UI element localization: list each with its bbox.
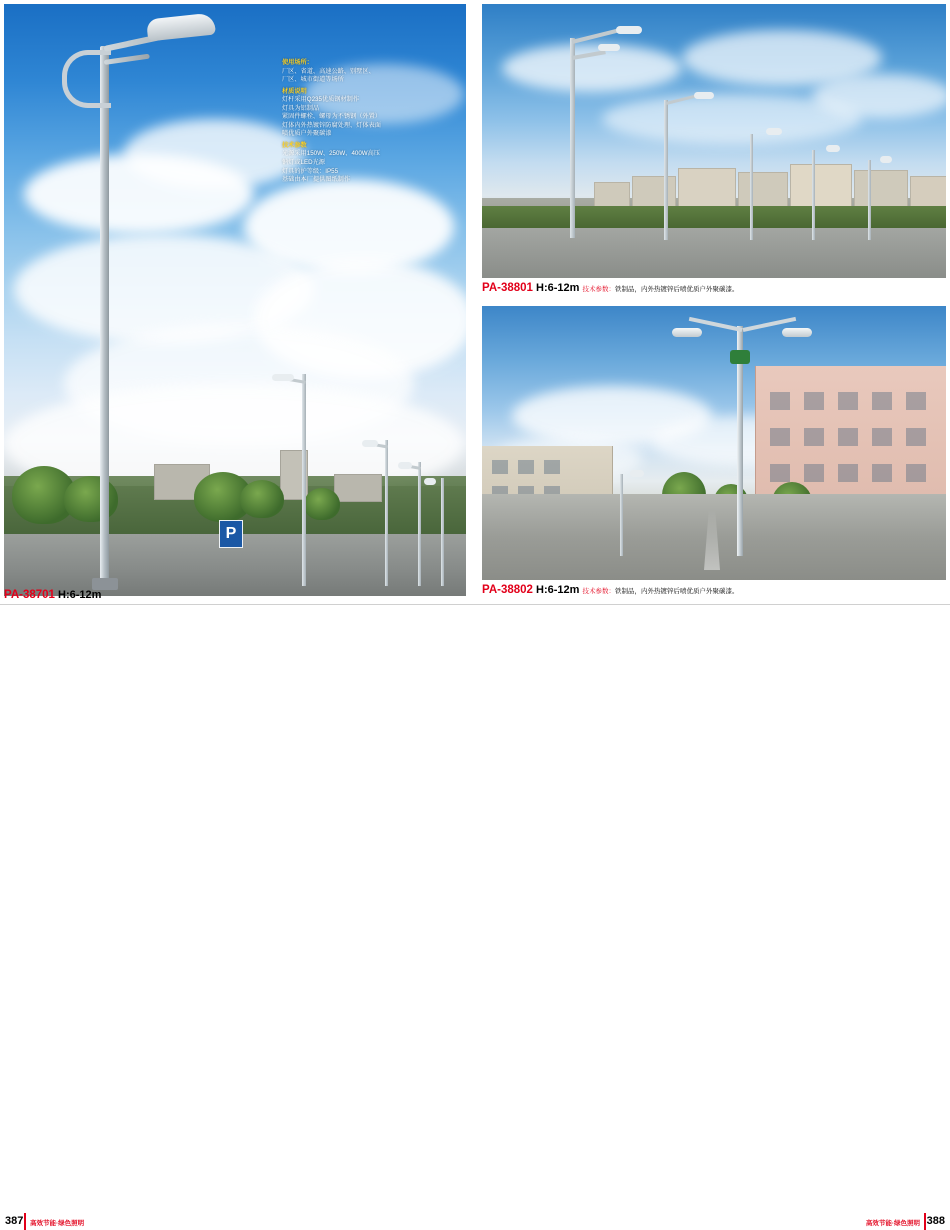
spec-panel (282, 56, 432, 185)
spec-line: 光源采用150W、250W、400W高压 (282, 150, 380, 158)
lamp-head (782, 328, 812, 337)
spec-line: 厂区、城市街道等场所 (282, 76, 344, 84)
window (770, 392, 790, 410)
lamp-head (826, 145, 840, 152)
page-number-left: 387 (5, 1215, 24, 1227)
window (838, 464, 858, 482)
background-building (334, 474, 382, 502)
spec-heading-material: 材质说明 (282, 87, 307, 95)
spec-line: 基础由本厂提供图纸制作 (282, 176, 351, 184)
street-lamp-pole (868, 160, 871, 240)
window (804, 428, 824, 446)
spec-line: 紧固件螺栓、螺母为不锈钢（外置） (282, 113, 381, 121)
background-building (790, 164, 852, 212)
tree (304, 488, 340, 520)
footer-rule-right (924, 1213, 926, 1230)
parking-sign: P (219, 520, 243, 548)
street-lamp-pole (570, 38, 575, 238)
cloud (24, 154, 254, 234)
window (770, 428, 790, 446)
spec-line: 灯具的护等级：IP55 (282, 167, 339, 175)
window (770, 464, 790, 482)
window (544, 460, 560, 474)
spec-line: 灯杆采用Q235优质钢材制作 (282, 96, 360, 104)
street-lamp-pole (750, 134, 753, 240)
product-height-spec: H:6-12m (58, 589, 102, 601)
lamp-head (398, 462, 412, 469)
street-lamp-pole (620, 474, 623, 556)
lamp-head (766, 128, 782, 135)
lamp-head (616, 26, 642, 34)
footer (0, 606, 950, 1227)
lamp-decorative-loop (62, 50, 111, 108)
left-page (4, 4, 466, 596)
caption-bottom-right (482, 584, 738, 596)
lamp-head (880, 156, 892, 163)
street-lamp-pole (664, 100, 668, 240)
window (804, 464, 824, 482)
window (838, 428, 858, 446)
product-model: PA-38701 (4, 589, 55, 601)
tech-note-text: 铁制品，内外热镀锌后喷优质户外聚碳漆。 (614, 588, 739, 595)
lamp-head (146, 13, 216, 42)
product-height-spec: H:6-12m (536, 584, 580, 596)
lamp-head (272, 374, 294, 381)
caption-top-right (482, 282, 738, 294)
tech-note-label: 技术参数： (582, 588, 615, 595)
product-height-spec: H:6-12m (536, 282, 580, 294)
lamp-decorative-collar (730, 350, 750, 364)
page-number-right: 388 (926, 1215, 945, 1227)
window (872, 392, 892, 410)
tech-note-text: 铁制品，内外热镀锌后喷优质户外聚碳漆。 (614, 286, 739, 293)
spec-line: 灯具为铝制品 (282, 104, 320, 112)
footer-slogan-left: 高效节能·绿色照明 (30, 1220, 85, 1227)
spec-line: 钠灯或LED光源 (282, 159, 325, 167)
product-model: PA-38802 (482, 584, 533, 596)
lamp-head (694, 92, 714, 99)
footer-slogan-right: 高效节能·绿色照明 (865, 1220, 920, 1227)
street-lamp-pole (418, 462, 421, 586)
cloud (812, 74, 946, 118)
window (518, 460, 534, 474)
lamp-head (598, 44, 620, 51)
lamp-head (630, 470, 644, 477)
lamp-head (424, 478, 436, 485)
street-lamp-pole (385, 440, 388, 586)
spec-line: 喷优质户外聚碳漆 (282, 130, 332, 138)
window (872, 428, 892, 446)
window (906, 392, 926, 410)
product-model: PA-38801 (482, 282, 533, 294)
tree (64, 476, 118, 522)
street-lamp-pole (441, 478, 444, 586)
street-lamp-pole (100, 46, 109, 586)
tree (240, 480, 284, 518)
lamp-head (672, 328, 702, 337)
street-lamp-pole (812, 150, 815, 240)
lamp-head (362, 440, 378, 447)
road-surface (482, 228, 946, 278)
page-gutter (474, 0, 475, 600)
tech-note-label: 技术参数： (582, 286, 615, 293)
footer-rule-left (24, 1213, 26, 1230)
spec-heading-usage: 使用场所： (282, 59, 313, 66)
window (838, 392, 858, 410)
top-right-photo (482, 4, 946, 278)
main-product-photo (4, 4, 466, 596)
cloud (502, 44, 682, 92)
spec-line: 厂区、省道、高速公路、别墅区、 (282, 67, 375, 75)
spec-heading-technical: 技术参数 (282, 141, 307, 149)
window (906, 464, 926, 482)
window (804, 392, 824, 410)
spec-line: 灯体内外热镀锌防腐处理、灯体表面 (282, 121, 381, 129)
window (872, 464, 892, 482)
street-lamp-pole (302, 374, 306, 586)
window (492, 460, 508, 474)
window (906, 428, 926, 446)
footer-divider (0, 604, 950, 605)
bottom-right-photo (482, 306, 946, 580)
caption-left (4, 589, 101, 601)
